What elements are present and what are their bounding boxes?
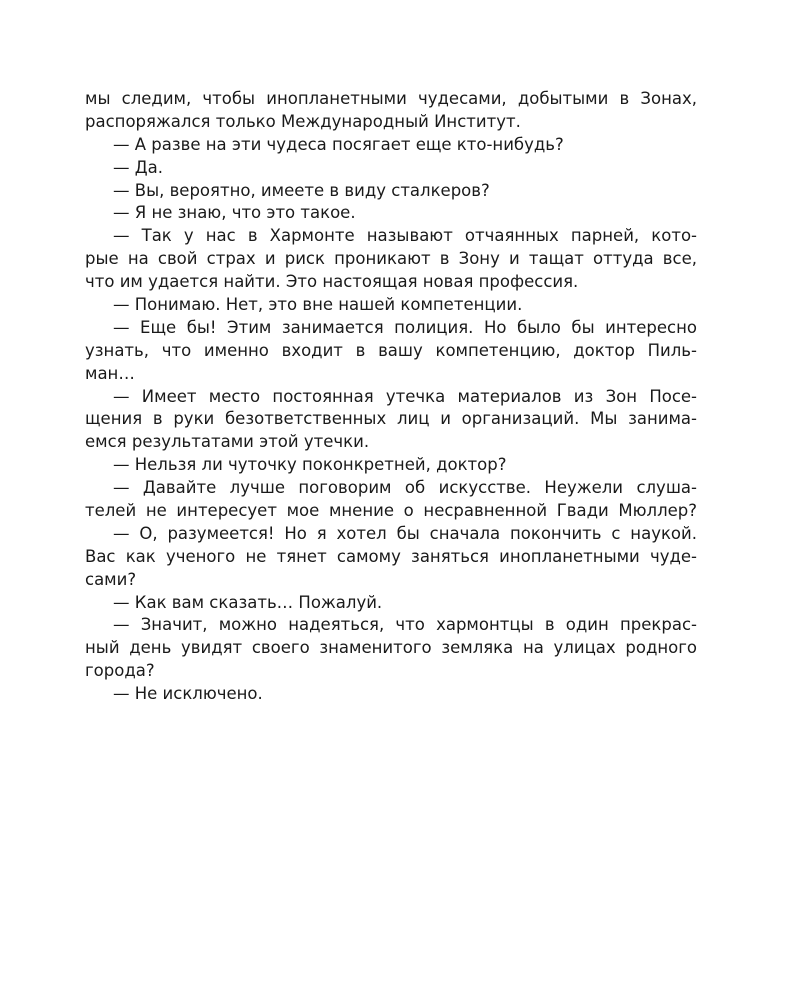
text-line: распоряжался только Международный Институт. [85,111,521,131]
text-line: узнать, что именно входит в вашу компетенцию, доктор Пиль- [85,340,697,360]
dialogue-line: — Еще бы! Этим занимается полиция. Но было бы интересно [113,317,697,337]
dialogue-line: — А разве на эти чудеса посягает еще кто-нибудь? [113,134,564,154]
text-line: телей не интересует мое мнение о несравненной Гвади Мюллер? [85,501,697,521]
dialogue-line: — Как вам сказать… Пожалуй. [113,592,383,612]
text-line: ный день увидят своего знаменитого земляка на улицах родного [85,638,697,658]
text-line: что им удается найти. Это настоящая новая профессия. [85,272,579,292]
text-line: Вас как ученого не тянет самому заняться инопланетными чуде- [85,546,697,566]
dialogue-line: — Значит, можно надеяться, что хармонтцы в один прекрас- [113,615,697,635]
text-line: ман… [85,363,135,383]
text-line: рые на свой страх и риск проникают в Зону и тащат оттуда все, [85,249,697,269]
dialogue-line: — Понимаю. Нет, это вне нашей компетенции. [113,295,523,315]
text-line: емся результатами этой утечки. [85,432,370,452]
dialogue-line: — Давайте лучше поговорим об искусстве. Неужели слуша- [113,478,697,498]
text-line: щения в руки безответственных лиц и организаций. Мы занима- [85,409,697,429]
dialogue-line: — Вы, вероятно, имеете в виду сталкеров? [113,180,490,200]
dialogue-line: — Я не знаю, что это такое. [113,203,356,223]
dialogue-line: — Не исключено. [113,684,263,704]
text-line: города? [85,661,155,681]
dialogue-line: — Так у нас в Хармонте называют отчаянных парней, кото- [113,226,697,246]
page-text [85,88,697,706]
dialogue-line: — Имеет место постоянная утечка материалов из Зон Посе- [113,386,697,406]
text-line: сами? [85,569,137,589]
dialogue-line: — Да. [113,157,163,177]
text-line: мы следим, чтобы инопланетными чудесами, добытыми в Зонах, [85,89,697,108]
dialogue-line: — Нельзя ли чуточку поконкретней, доктор? [113,455,507,475]
dialogue-line: — О, разумеется! Но я хотел бы сначала покончить с наукой. [113,523,697,543]
